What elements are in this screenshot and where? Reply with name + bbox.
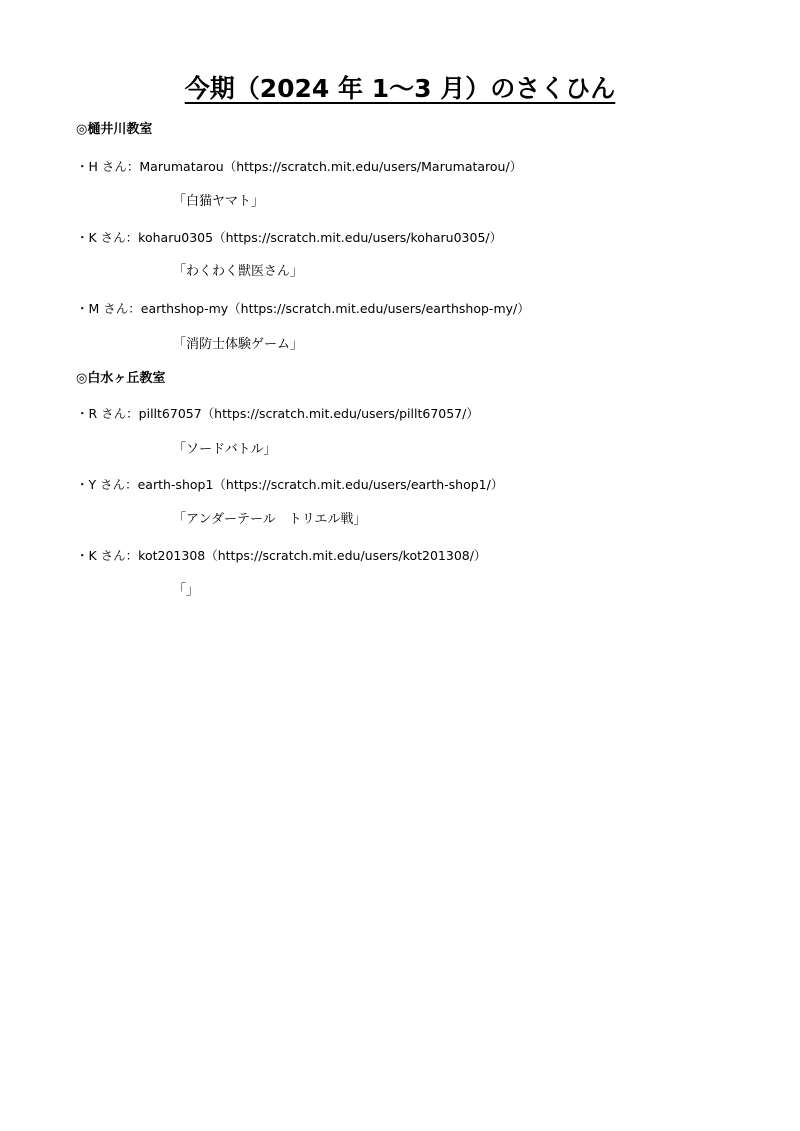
work-title: 「ソードバトル」 xyxy=(173,442,277,457)
work-title: 「白猫ヤマト」 xyxy=(173,194,265,209)
student-entry: ・H さん：Marumatarou（https://scratch.mit.edu/users/Marumatarou/） xyxy=(76,159,523,174)
student-entry: ・Y さん：earth-shop1（https://scratch.mit.edu/users/earth-shop1/） xyxy=(76,477,504,492)
section-heading-shiraminegaoka: ◎白水ヶ丘教室 xyxy=(76,371,166,386)
page-title-text: 今期（2024 年 1～3 月）のさくひん xyxy=(184,74,616,103)
student-entry: ・R さん：pillt67057（https://scratch.mit.edu/users/pillt67057/） xyxy=(76,406,479,421)
work-title: 「わくわく獣医さん」 xyxy=(173,264,304,279)
page-title xyxy=(0,72,800,106)
work-title: 「消防士体験ゲーム」 xyxy=(173,337,304,352)
student-entry: ・M さん：earthshop-my（https://scratch.mit.edu/users/earthshop-my/） xyxy=(76,301,530,316)
section-heading-hiikawa: ◎樋井川教室 xyxy=(76,122,153,137)
work-title: 「アンダーテール トリエル戦」 xyxy=(173,512,367,527)
student-entry: ・K さん：koharu0305（https://scratch.mit.edu/users/koharu0305/） xyxy=(76,230,503,245)
work-title: 「」 xyxy=(173,583,200,598)
student-entry: ・K さん：kot201308（https://scratch.mit.edu/users/kot201308/） xyxy=(76,548,487,563)
